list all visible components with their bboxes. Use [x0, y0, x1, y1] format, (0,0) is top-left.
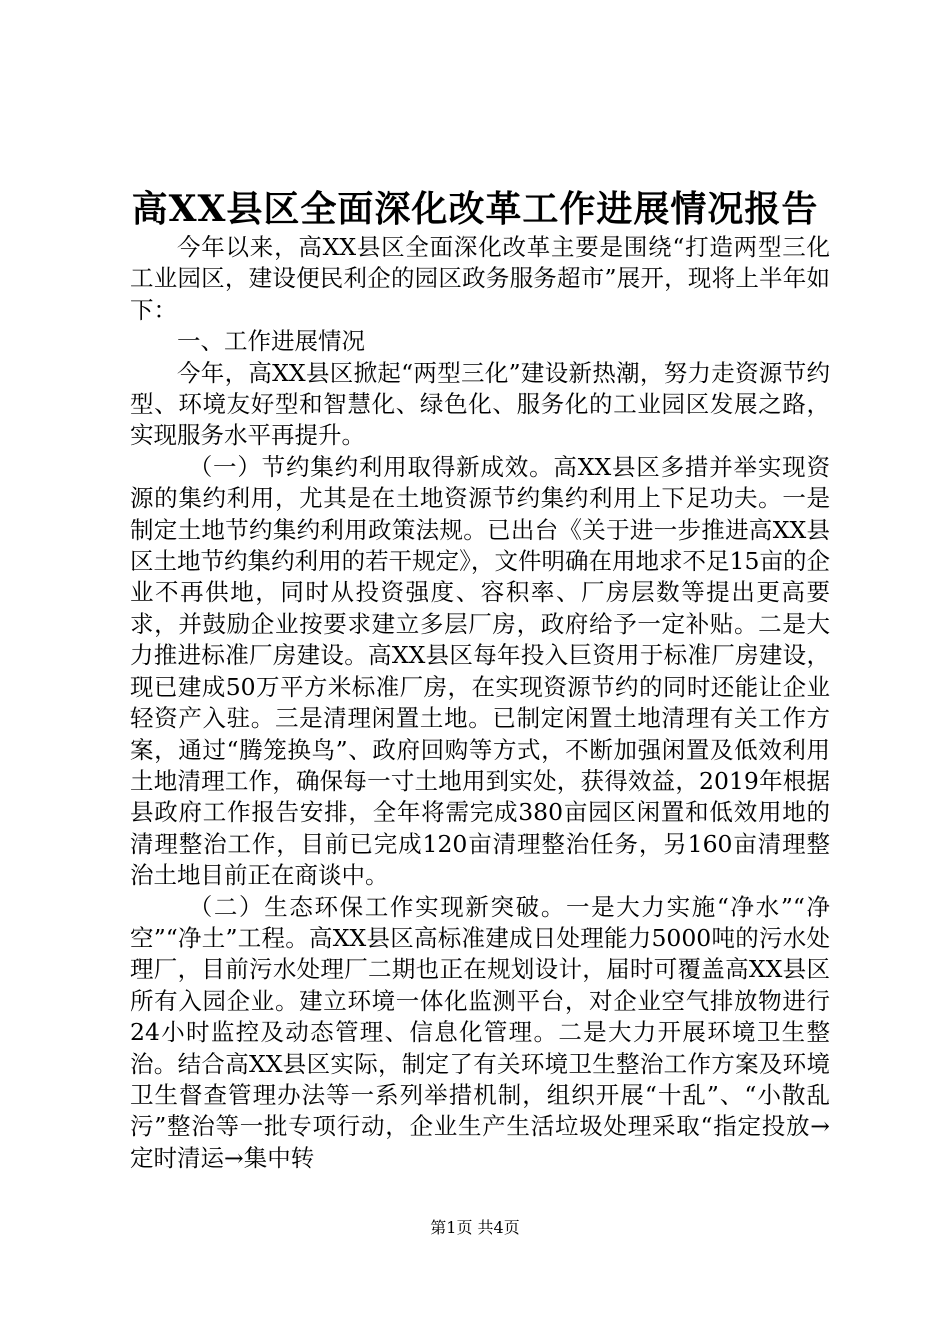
environment-paragraph: （二）生态环保工作实现新突破。一是大力实施“净水”“净空”“净土”工程。高XX县区高标准建成日处理能力5000吨的污水处理厂，目前污水处理厂二期也正在规划设计，届时可覆盖高XX县区所有入园企业。建立环境一体化监测平台，对企业空气排放物进行24小时监控及动态管理、信息化管理。二是大力开展环境卫生整治。结合高XX县区实际，制定了有关环境卫生整治工作方案及环境卫生督查管理办法等一系列举措机制，组织开展“十乱”、“小散乱污”整治等一批专项行动，企业生产生活垃圾处理采取“指定投放→定时清运→集中转 — [130, 892, 830, 1172]
land-use-paragraph: （一）节约集约利用取得新成效。高XX县区多措并举实现资源的集约利用，尤其是在土地资源节约集约利用上下足功夫。一是制定土地节约集约利用政策法规。已出台《关于进一步推进高XX县区土地节约集约利用的若干规定》，文件明确在用地求不足15亩的企业不再供地，同时从投资强度、容积率、厂房层数等提出更高要求，并鼓励企业按要求建立多层厂房，政府给予一定补贴。二是大力推进标准厂房建设。高XX县区每年投入巨资用于标准厂房建设，现已建成50万平方米标准厂房，在实现资源节约的同时还能让企业轻资产入驻。三是清理闲置土地。已制定闲置土地清理有关工作方案，通过“腾笼换鸟”、政府回购等方式，不断加强闲置及低效利用土地清理工作，确保每一寸土地用到实处，获得效益，2019年根据县政府工作报告安排，全年将需完成380亩园区闲置和低效用地的清理整治工作，目前已完成120亩清理整治任务，另160亩清理整治土地目前正在商谈中。 — [130, 452, 830, 890]
document-body — [130, 232, 830, 1174]
document-title: 高XX县区全面深化改革工作进展情况报告 — [131, 188, 819, 230]
section-heading: 一、工作进展情况 — [177, 327, 365, 356]
overview-paragraph: 今年，高XX县区掀起“两型三化”建设新热潮，努力走资源节约型、环境友好型和智慧化、绿色化、服务化的工业园区发展之路，实现服务水平再提升。 — [130, 358, 830, 450]
page-number-footer: 第1页 共4页 — [430, 1218, 520, 1237]
intro-paragraph: 今年以来，高XX县区全面深化改革主要是围绕“打造两型三化工业园区，建设便民利企的园区政务服务超市”展开，现将上半年如下： — [130, 233, 830, 324]
